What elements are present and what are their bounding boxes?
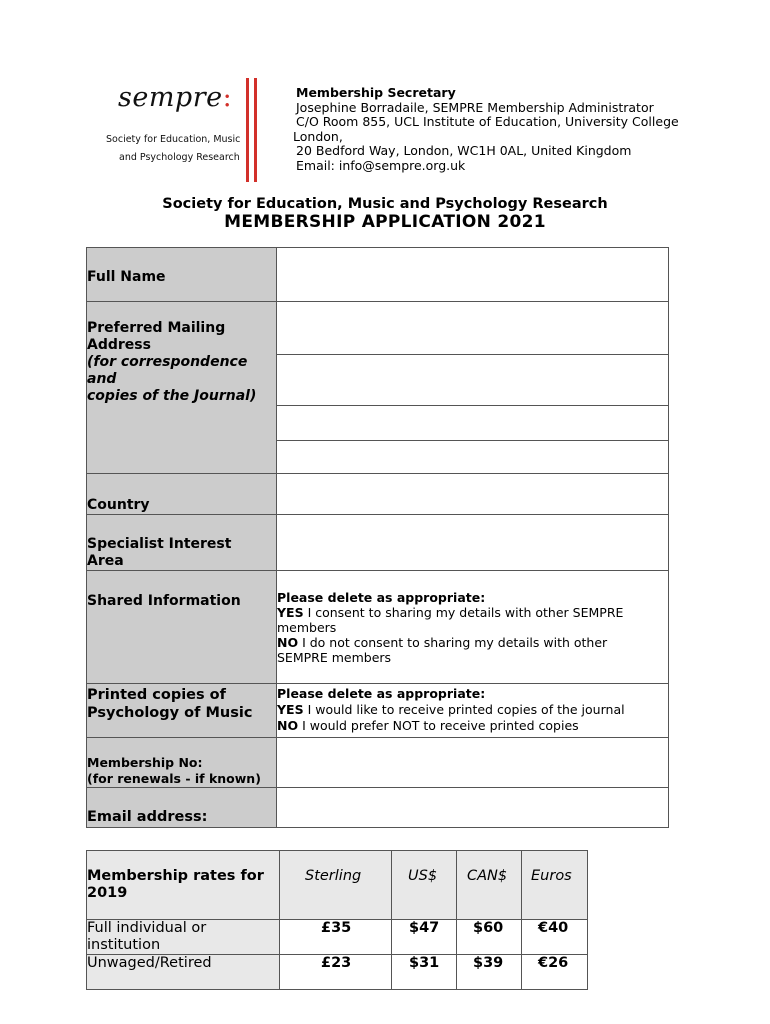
interest-label-line: Area	[87, 553, 124, 569]
currency-header: CAN$	[467, 868, 508, 884]
rate-row-label-cell	[86, 919, 280, 955]
shared-instruction: Please delete as appropriate:	[277, 590, 486, 605]
shared-no-text-cont: SEMPRE members	[277, 650, 392, 665]
currency-header-cell	[391, 850, 457, 920]
email-label-cell	[86, 787, 277, 828]
secretary-line: Josephine Borradaile, SEMPRE Membership Administrator	[296, 99, 654, 115]
logo-tagline-line2: and Psychology Research	[119, 152, 240, 163]
interest-label	[87, 536, 231, 570]
interest-field[interactable]	[276, 514, 669, 571]
rate-value: $47	[409, 920, 440, 936]
secretary-line: C/O Room 855, UCL Institute of Education, University College	[296, 114, 679, 129]
printed-instruction: Please delete as appropriate:	[277, 686, 486, 701]
mailing-address-line3-field[interactable]	[276, 405, 669, 441]
rates-title-line: 2019	[87, 885, 128, 901]
logo-word: sempre	[118, 82, 223, 113]
interest-label-line: Specialist Interest	[87, 536, 232, 552]
printed-copies-field[interactable]	[276, 683, 669, 738]
rate-row-label-cell	[86, 954, 280, 990]
shared-info-label: Shared Information	[87, 593, 241, 609]
membership-no-label-note: (for renewals - if known)	[87, 771, 261, 786]
rates-title	[87, 868, 264, 902]
rate-row-label-line: Full individual or	[87, 920, 207, 936]
currency-header-cell	[279, 850, 392, 920]
logo-divider-bar	[246, 78, 249, 182]
email-field[interactable]	[276, 787, 669, 828]
rate-value-cell	[391, 954, 457, 990]
country-field[interactable]	[276, 473, 669, 515]
printed-no-text: I would prefer NOT to receive printed copies	[298, 718, 579, 733]
shared-no-word[interactable]: NO	[277, 635, 299, 650]
shared-yes-word[interactable]: YES	[277, 605, 304, 620]
printed-copies-label-cell	[86, 683, 277, 738]
shared-info-options	[277, 590, 623, 665]
rate-value-cell	[391, 919, 457, 955]
shared-no-text: I do not consent to sharing my details with other	[298, 635, 608, 650]
mailing-label-line: Address	[87, 337, 151, 353]
rate-value-cell	[279, 919, 392, 955]
shared-info-label-cell	[86, 570, 277, 684]
rates-title-cell	[86, 850, 280, 920]
organisation-title: Society for Education, Music and Psychology Research	[162, 196, 608, 212]
logo-colon: :	[222, 82, 233, 113]
sempre-logo	[118, 82, 232, 113]
printed-copies-options	[277, 686, 625, 734]
secretary-title: Membership Secretary	[296, 85, 456, 100]
rate-row-label-line: Unwaged/Retired	[87, 955, 212, 971]
mailing-address-label	[87, 320, 256, 405]
rate-value: €40	[538, 920, 569, 936]
rate-value: £35	[321, 920, 352, 936]
mailing-address-line4-field[interactable]	[276, 440, 669, 474]
logo-tagline-line1: Society for Education, Music	[106, 134, 241, 145]
rate-value-cell	[521, 919, 588, 955]
secretary-line: 20 Bedford Way, London, WC1H 0AL, United Kingdom	[296, 143, 632, 158]
rate-value: €26	[538, 955, 569, 971]
interest-label-cell	[86, 514, 277, 571]
membership-no-label-line: Membership No:	[87, 755, 203, 770]
rate-value-cell	[521, 954, 588, 990]
printed-no-word[interactable]: NO	[277, 718, 299, 733]
email-label: Email address:	[87, 809, 208, 825]
mailing-address-label-cell	[86, 301, 277, 474]
printed-label-line: Printed copies of	[87, 687, 226, 703]
mailing-label-line: Preferred Mailing	[87, 320, 226, 336]
rate-row-label	[87, 955, 212, 972]
membership-no-label	[87, 755, 261, 787]
shared-info-field[interactable]	[276, 570, 669, 684]
logo-divider-bar	[254, 78, 257, 182]
membership-no-label-cell	[86, 737, 277, 788]
currency-header-cell	[456, 850, 522, 920]
membership-no-field[interactable]	[276, 737, 669, 788]
shared-yes-text: I consent to sharing my details with other SEMPRE	[303, 605, 624, 620]
rate-value: $60	[473, 920, 504, 936]
rate-value: £23	[321, 955, 352, 971]
full-name-field[interactable]	[276, 247, 669, 302]
printed-yes-word[interactable]: YES	[277, 702, 304, 717]
currency-header: Sterling	[305, 868, 362, 884]
rate-value-cell	[456, 954, 522, 990]
full-name-label: Full Name	[87, 269, 166, 285]
rate-row-label-line: institution	[87, 937, 161, 953]
secretary-email: Email: info@sempre.org.uk	[296, 157, 466, 173]
rates-title-line: Membership rates for	[87, 868, 264, 884]
shared-yes-text-cont: members	[277, 620, 337, 635]
rate-value-cell	[279, 954, 392, 990]
printed-copies-label	[87, 686, 252, 722]
mailing-label-note: copies of the Journal)	[87, 388, 257, 404]
printed-label-line: Psychology of Music	[87, 705, 253, 721]
rate-value: $31	[409, 955, 440, 971]
mailing-address-line1-field[interactable]	[276, 301, 669, 355]
currency-header-cell	[521, 850, 588, 920]
mailing-address-line2-field[interactable]	[276, 354, 669, 406]
mailing-label-note: (for correspondence	[87, 354, 248, 370]
mailing-label-note: and	[87, 371, 117, 387]
printed-yes-text: I would like to receive printed copies of the journal	[303, 702, 625, 717]
country-label-cell	[86, 473, 277, 515]
secretary-line: London,	[293, 128, 343, 144]
full-name-label-cell	[86, 247, 277, 302]
country-label: Country	[87, 497, 150, 513]
currency-header: US$	[408, 868, 438, 884]
currency-header: Euros	[531, 868, 572, 884]
rate-value-cell	[456, 919, 522, 955]
secretary-address-block	[293, 85, 706, 173]
rate-value: $39	[473, 955, 504, 971]
application-title: MEMBERSHIP APPLICATION 2021	[224, 212, 546, 232]
rate-row-label	[87, 920, 206, 954]
